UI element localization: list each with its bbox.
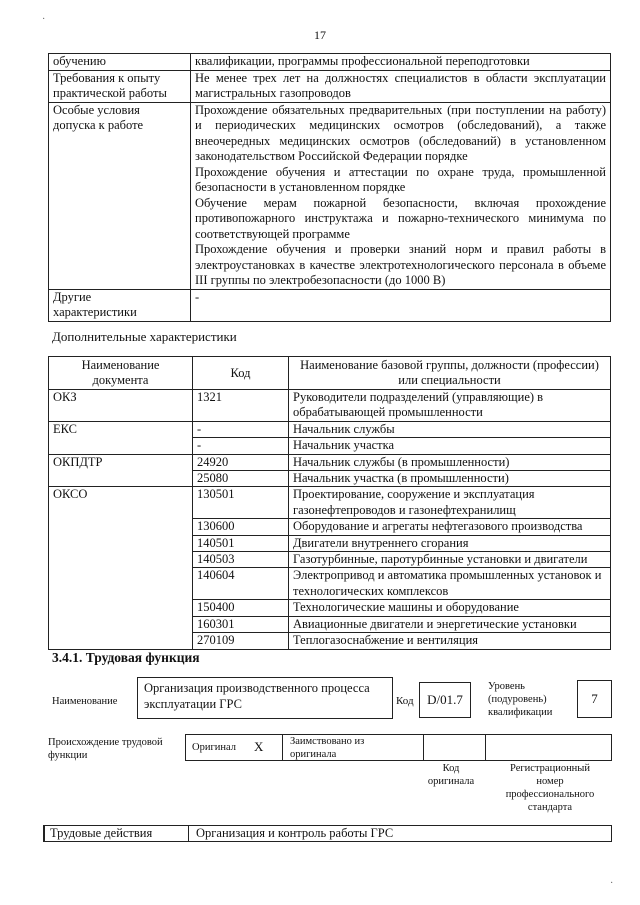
table-row <box>49 600 611 616</box>
page-number: 17 <box>314 28 326 42</box>
code-cell: 130600 <box>193 519 289 535</box>
original-label: Оригинал <box>192 742 236 753</box>
table-row <box>49 54 611 71</box>
header-name: Наименование базовой группы, должности (профессии) или специальности <box>289 357 611 390</box>
doc-cell <box>49 535 193 551</box>
origin-divider <box>282 735 283 760</box>
name-label: Наименование <box>52 696 118 707</box>
code-cell: 1321 <box>193 390 289 422</box>
name-cell: Электропривод и автоматика промышленных установок и технологических комплексов <box>289 568 611 600</box>
doc-cell <box>49 568 193 600</box>
table-row <box>49 454 611 470</box>
name-cell: Теплогазоснабжение и вентиляция <box>289 633 611 649</box>
original-mark: X <box>254 739 264 754</box>
name-cell: Двигатели внутреннего сгорания <box>289 535 611 551</box>
origin-code-caption: Код оригинала <box>427 763 475 787</box>
section-title: 3.4.1. Трудовая функция <box>52 650 200 665</box>
table-row <box>49 70 611 102</box>
header-row <box>49 357 611 390</box>
doc-cell <box>49 438 193 454</box>
code-cell: 140604 <box>193 568 289 600</box>
name-cell: Технологические машины и оборудование <box>289 600 611 616</box>
code-label: Код <box>396 695 414 707</box>
origin-divider <box>423 735 424 760</box>
code-cell: 24920 <box>193 454 289 470</box>
borrowed-label: Заимствовано из оригинала <box>290 736 365 760</box>
name-cell: Авиационные двигатели и энергетические установки <box>289 616 611 632</box>
scan-mark: · <box>610 878 614 889</box>
row-label: Особые условия допуска к работе <box>49 102 191 289</box>
name-cell: Начальник участка (в промышленности) <box>289 471 611 487</box>
header-doc: Наименование документа <box>49 357 193 390</box>
doc-cell <box>49 616 193 632</box>
header-code: Код <box>193 357 289 390</box>
code-cell: 160301 <box>193 616 289 632</box>
labor-actions-value: Организация и контроль работы ГРС <box>196 826 394 840</box>
doc-cell: ОКПДТР <box>49 454 193 470</box>
table-row <box>49 421 611 437</box>
doc-cell: ЕКС <box>49 421 193 437</box>
code-cell: - <box>193 421 289 437</box>
level-value: 7 <box>577 680 612 718</box>
name-cell: Начальник службы <box>289 421 611 437</box>
doc-cell <box>49 633 193 649</box>
table-row <box>49 519 611 535</box>
doc-cell: ОКСО <box>49 487 193 519</box>
row-label: обучению <box>49 54 191 71</box>
name-cell: Оборудование и агрегаты нефтегазового производства <box>289 519 611 535</box>
additional-table <box>48 356 611 650</box>
table-row <box>49 616 611 632</box>
labor-actions-row <box>43 825 612 842</box>
origin-divider <box>485 735 486 760</box>
table-row <box>49 438 611 454</box>
name-cell: Начальник участка <box>289 438 611 454</box>
table-row <box>49 568 611 600</box>
name-cell: Проектирование, сооружение и эксплуатация газонефтепроводов и газонефтехранилищ <box>289 487 611 519</box>
code-cell: - <box>193 438 289 454</box>
code-cell: 25080 <box>193 471 289 487</box>
origin-label: Происхождение трудовой функции <box>48 737 163 761</box>
code-cell: 150400 <box>193 600 289 616</box>
row-label: Другие характеристики <box>49 289 191 321</box>
row-text: Прохождение обязательных предварительных (при поступлении на работу) и периодических медицинских осмотров (обследований), а также внеочередных медицинских осмотров (обследований) в установленном законодательством Российской Федерации порядке Прохождение обучения и аттестации по охране труда, промышленной безопасности в установленном порядке Обучение мерам пожарной безопасности, включая прохождение противопожарного инструктажа и пожарно-технического минимума по соответствующей программе Прохождение обучения и проверки знаний норм и правил работы в электроустановках в качестве электротехнологического персонала в объеме III группы по электробезопасности (до 1000 В) <box>191 102 611 289</box>
doc-cell <box>49 600 193 616</box>
level-label: Уровень (подуровень) квалификации <box>488 681 553 718</box>
table-row <box>49 471 611 487</box>
name-cell: Руководители подразделений (управляющие) в обрабатывающей промышленности <box>289 390 611 422</box>
code-cell: 130501 <box>193 487 289 519</box>
code-cell: 140501 <box>193 535 289 551</box>
scan-mark: · <box>42 14 46 25</box>
table-row <box>49 535 611 551</box>
code-value: D/01.7 <box>419 682 471 718</box>
additional-title: Дополнительные характеристики <box>52 329 237 344</box>
doc-cell <box>49 552 193 568</box>
table-row <box>49 102 611 289</box>
table-row <box>49 390 611 422</box>
name-cell: Начальник службы (в промышленности) <box>289 454 611 470</box>
reg-number-caption: Регистрационный номер профессионального стандарта <box>505 763 595 813</box>
table-row <box>49 487 611 519</box>
name-value: Организация производственного процесса эксплуатации ГРС <box>144 681 370 711</box>
doc-cell <box>49 471 193 487</box>
row-label: Требования к опыту практической работы <box>49 70 191 102</box>
labor-divider <box>188 826 189 841</box>
code-cell: 270109 <box>193 633 289 649</box>
code-cell: 140503 <box>193 552 289 568</box>
table-row <box>49 289 611 321</box>
name-box <box>137 677 393 719</box>
labor-actions-label: Трудовые действия <box>50 826 153 840</box>
table-row <box>49 633 611 649</box>
doc-cell <box>49 519 193 535</box>
name-cell: Газотурбинные, паротурбинные установки и двигатели <box>289 552 611 568</box>
origin-row <box>185 734 612 761</box>
doc-cell: ОКЗ <box>49 390 193 422</box>
row-text: - <box>191 289 611 321</box>
table-row <box>49 552 611 568</box>
requirements-table <box>48 53 611 322</box>
row-text: квалификации, программы профессиональной переподготовки <box>191 54 611 71</box>
row-text: Не менее трех лет на должностях специалистов в области эксплуатации магистральных газопроводов <box>191 70 611 102</box>
